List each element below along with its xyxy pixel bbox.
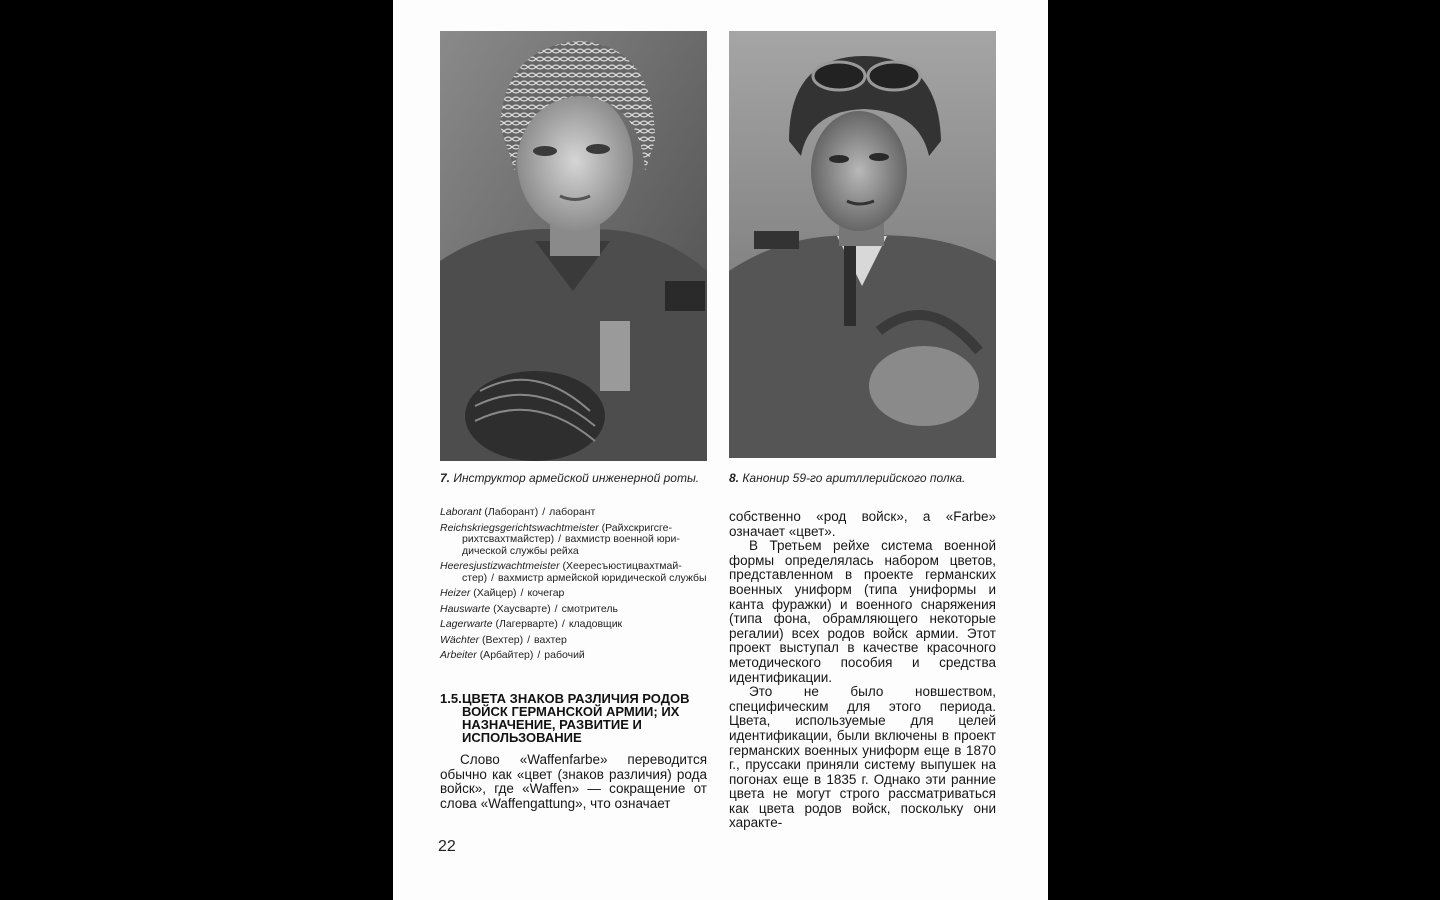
german-term: Heeresjustizwachtmeister xyxy=(440,560,560,572)
transliteration: (Райхскригсге-рихтсвахтмайстер) xyxy=(462,521,672,545)
soldier-with-goggles-photo xyxy=(729,31,996,458)
russian-meaning: вахмистр армейской юридической службы xyxy=(498,571,707,584)
russian-meaning: рабочий xyxy=(544,649,585,661)
russian-meaning: лаборант xyxy=(549,506,596,518)
transliteration: (Хайцер) xyxy=(473,587,517,599)
paragraph: Слово «Waffenfarbe» переводится обычно как «цвет (знаков различия) рода войск», где «Waffen» — сокращение от слова «Waffengattung», что означает xyxy=(440,752,707,811)
separator: / xyxy=(527,633,531,646)
russian-meaning: кладовщик xyxy=(568,618,623,630)
german-term: Laborant xyxy=(440,506,482,518)
figure-number: 7. xyxy=(440,471,451,485)
glossary-item xyxy=(440,588,710,600)
glossary-item xyxy=(440,635,710,647)
right-column-text xyxy=(729,510,996,831)
figure-caption-text: Канонир 59-го аритллерийского полка. xyxy=(742,471,966,485)
german-term: Heizer xyxy=(440,587,471,599)
glossary-item xyxy=(440,619,710,631)
paragraph: Это не было новшеством, специфическим для этого периода. Цвета, используемые для целей идентификации, были включены в проект германских военных униформ еще в 1870 г., пруссаки приняли систему выпушек на погонах еще в 1835 г. Однако эти ранние цвета не могут строго рассматриваться как цвета родов войск, поскольку они характе- xyxy=(729,684,996,831)
separator: / xyxy=(491,571,495,584)
section-number: 1.5. xyxy=(440,691,462,706)
section-heading xyxy=(440,692,710,744)
german-term: Lagerwarte xyxy=(440,618,493,630)
separator: / xyxy=(537,649,541,661)
transliteration: (Арбайтер) xyxy=(479,649,534,661)
page-number: 22 xyxy=(438,838,456,855)
german-term: Arbeiter xyxy=(440,649,477,661)
glossary-item xyxy=(440,523,710,558)
section-title: ЦВЕТА ЗНАКОВ РАЗЛИЧИЯ РОДОВ ВОЙСК ГЕРМАНСКОЙ АРМИИ; ИХ НАЗНАЧЕНИЕ, РАЗВИТИЕ И ИСПОЛЬЗОВАНИЕ xyxy=(462,691,690,745)
left-column-text xyxy=(440,753,707,811)
russian-meaning: вахмистр военной юри-дической службы рейха xyxy=(462,533,680,557)
german-term: Reichskriegsgerichtswachtmeister xyxy=(440,521,599,534)
separator: / xyxy=(561,618,565,630)
figure-8-caption xyxy=(729,472,996,485)
separator: / xyxy=(558,533,561,545)
figure-caption-text: Инструктор армейской инженерной роты. xyxy=(453,471,700,485)
glossary-item xyxy=(440,604,710,616)
separator: / xyxy=(554,602,558,615)
book-page xyxy=(393,0,1048,900)
figure-7-caption xyxy=(440,472,707,485)
transliteration: (Лагерварте) xyxy=(495,618,558,630)
transliteration: (Вехтер) xyxy=(482,633,524,646)
german-term: Wächter xyxy=(440,633,480,646)
paragraph: В Третьем рейхе система военной формы определялась набором цветов, представленном в проекте германских военных униформ (типа униформы и канта фуражки) и военного снаряжения (типа фона, обрамляющего некоторые регалии) всех родов войск армии. Этот проект выступал в качестве красочного методического пособия и средства идентификации. xyxy=(729,538,996,685)
paragraph: собственно «род войск», а «Farbe» означает «цвет». xyxy=(729,509,996,539)
german-term: Hauswarte xyxy=(440,602,491,615)
transliteration: (Лаборант) xyxy=(484,506,539,518)
glossary-item xyxy=(440,561,710,584)
separator: / xyxy=(520,587,524,599)
glossary-item xyxy=(440,650,710,662)
russian-meaning: кочегар xyxy=(527,587,565,599)
transliteration: (Хеересъюстицвахтмай-стер) xyxy=(462,560,682,584)
transliteration: (Хаусварте) xyxy=(493,602,551,615)
separator: / xyxy=(542,506,546,518)
soldier-with-netted-helmet-photo xyxy=(440,31,707,461)
glossary-list xyxy=(440,507,710,666)
russian-meaning: вахтер xyxy=(534,633,567,646)
glossary-item xyxy=(440,507,710,519)
russian-meaning: смотритель xyxy=(561,602,618,615)
figure-number: 8. xyxy=(729,471,740,485)
